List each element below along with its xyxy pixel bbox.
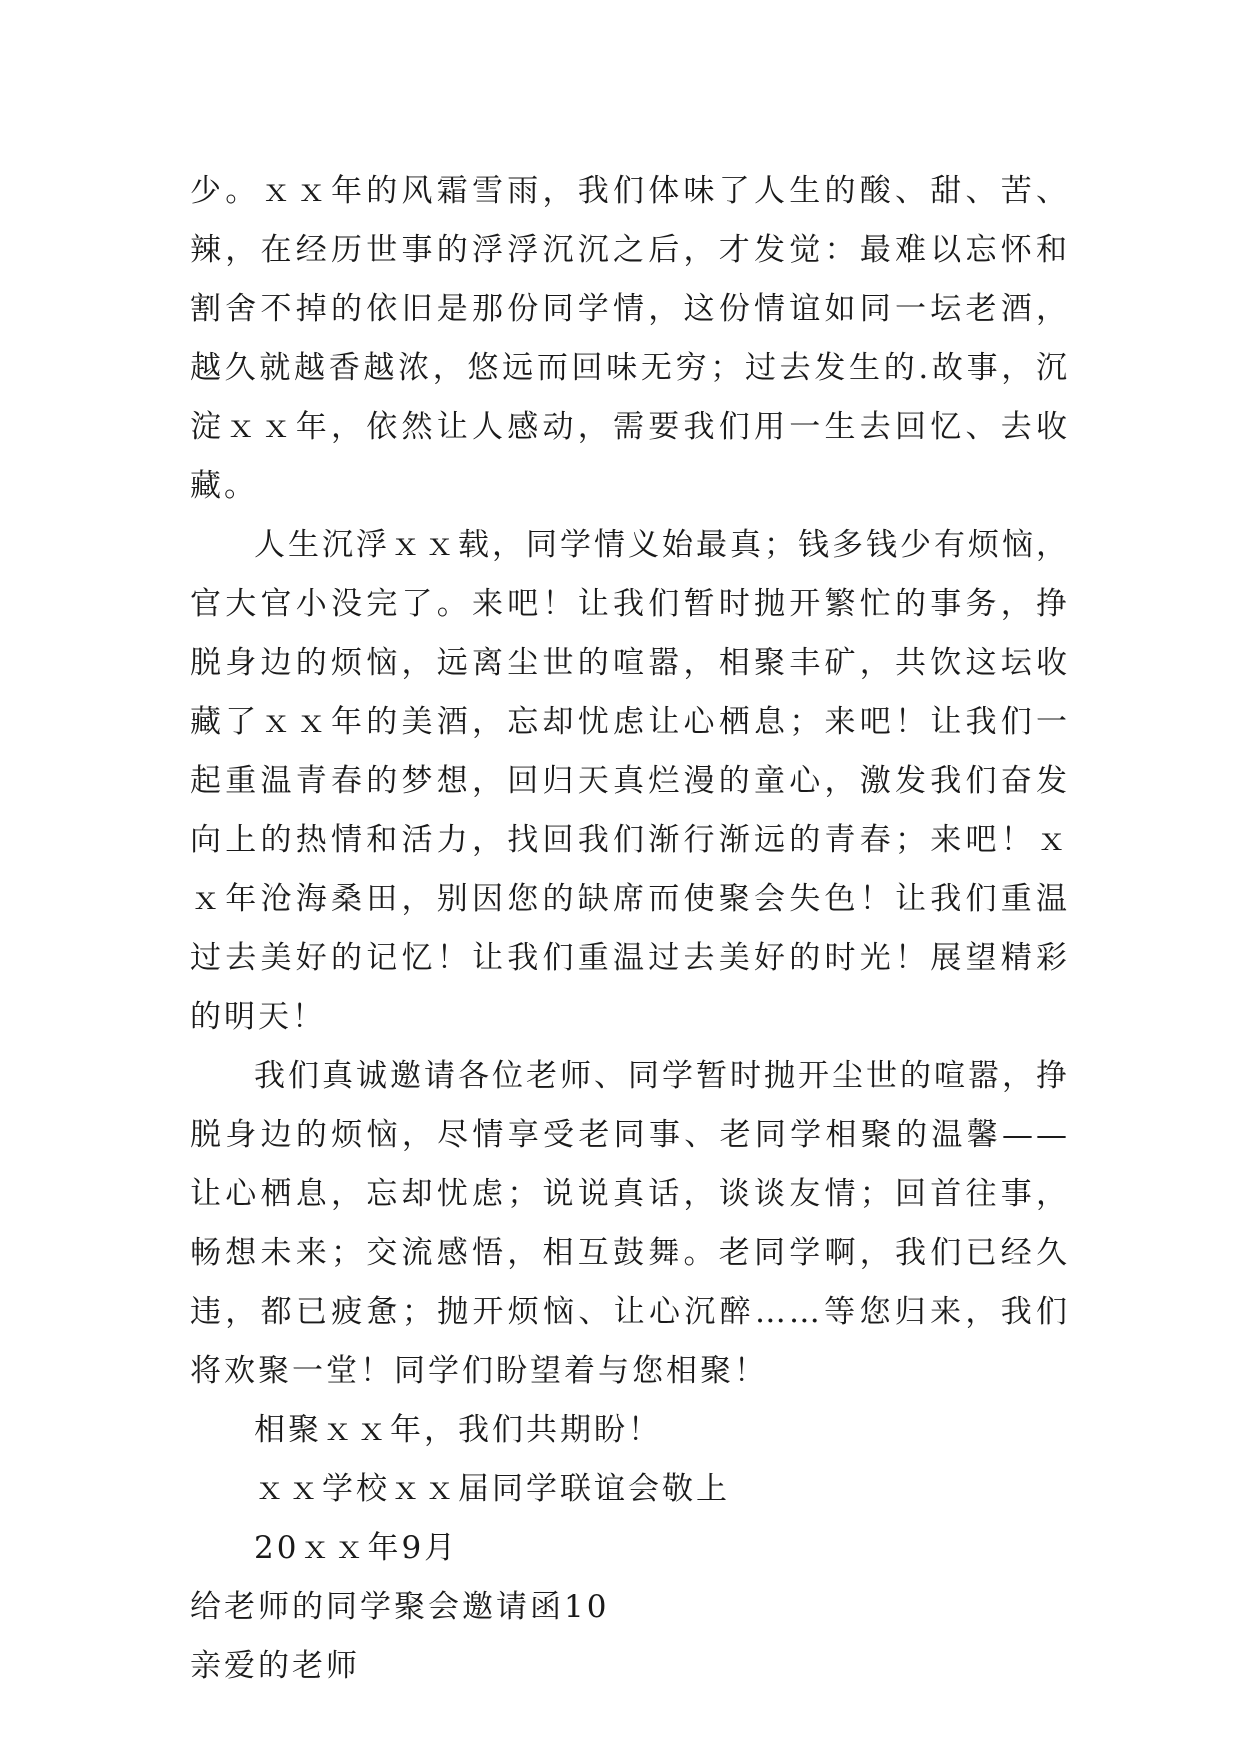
next-letter-salutation: 亲爱的老师 [190,1648,360,1684]
paragraph-continuation: 少。ｘｘ年的风霜雪雨，我们体味了人生的酸、甜、苦、辣，在经历世事的浮浮沉沉之后，才发觉：最难以忘怀和割舍不掉的依旧是那份同学情，这份情谊如同一坛老酒，越久就越香越浓，悠远而回味无穷；过去发生的.故事，沉淀ｘｘ年，依然让人感动，需要我们用一生去回忆、去收藏。 [190,173,1070,504]
paragraph-invitation: 人生沉浮ｘｘ载，同学情义始最真；钱多钱少有烦恼，官大官小没完了。来吧！让我们暂时抛开繁忙的事务，挣脱身边的烦恼，远离尘世的喧嚣，相聚丰矿，共饮这坛收藏了ｘｘ年的美酒，忘却忧虑让心栖息；来吧！让我们一起重温青春的梦想，回归天真烂漫的童心，激发我们奋发向上的热情和活力，找回我们渐行渐远的青春；来吧！ｘｘ年沧海桑田，别因您的缺席而使聚会失色！让我们重温过去美好的记忆！让我们重温过去美好的时光！展望精彩的明天！ [190,527,1070,1035]
closing-line: 相聚ｘｘ年，我们共期盼！ [254,1412,662,1448]
date-line: 20ｘｘ年9月 [254,1530,459,1566]
document-body [190,162,1070,1696]
next-letter-title: 给老师的同学聚会邀请函10 [190,1589,610,1625]
signature-line: ｘｘ学校ｘｘ届同学联谊会敬上 [254,1471,730,1507]
paragraph-sincere-invite: 我们真诚邀请各位老师、同学暂时抛开尘世的喧嚣，挣脱身边的烦恼，尽情享受老同事、老同学相聚的温馨——让心栖息，忘却忧虑；说说真话，谈谈友情；回首往事，畅想未来；交流感悟，相互鼓舞。老同学啊，我们已经久违，都已疲惫；抛开烦恼、让心沉醉……等您归来，我们将欢聚一堂！同学们盼望着与您相聚！ [190,1058,1070,1389]
